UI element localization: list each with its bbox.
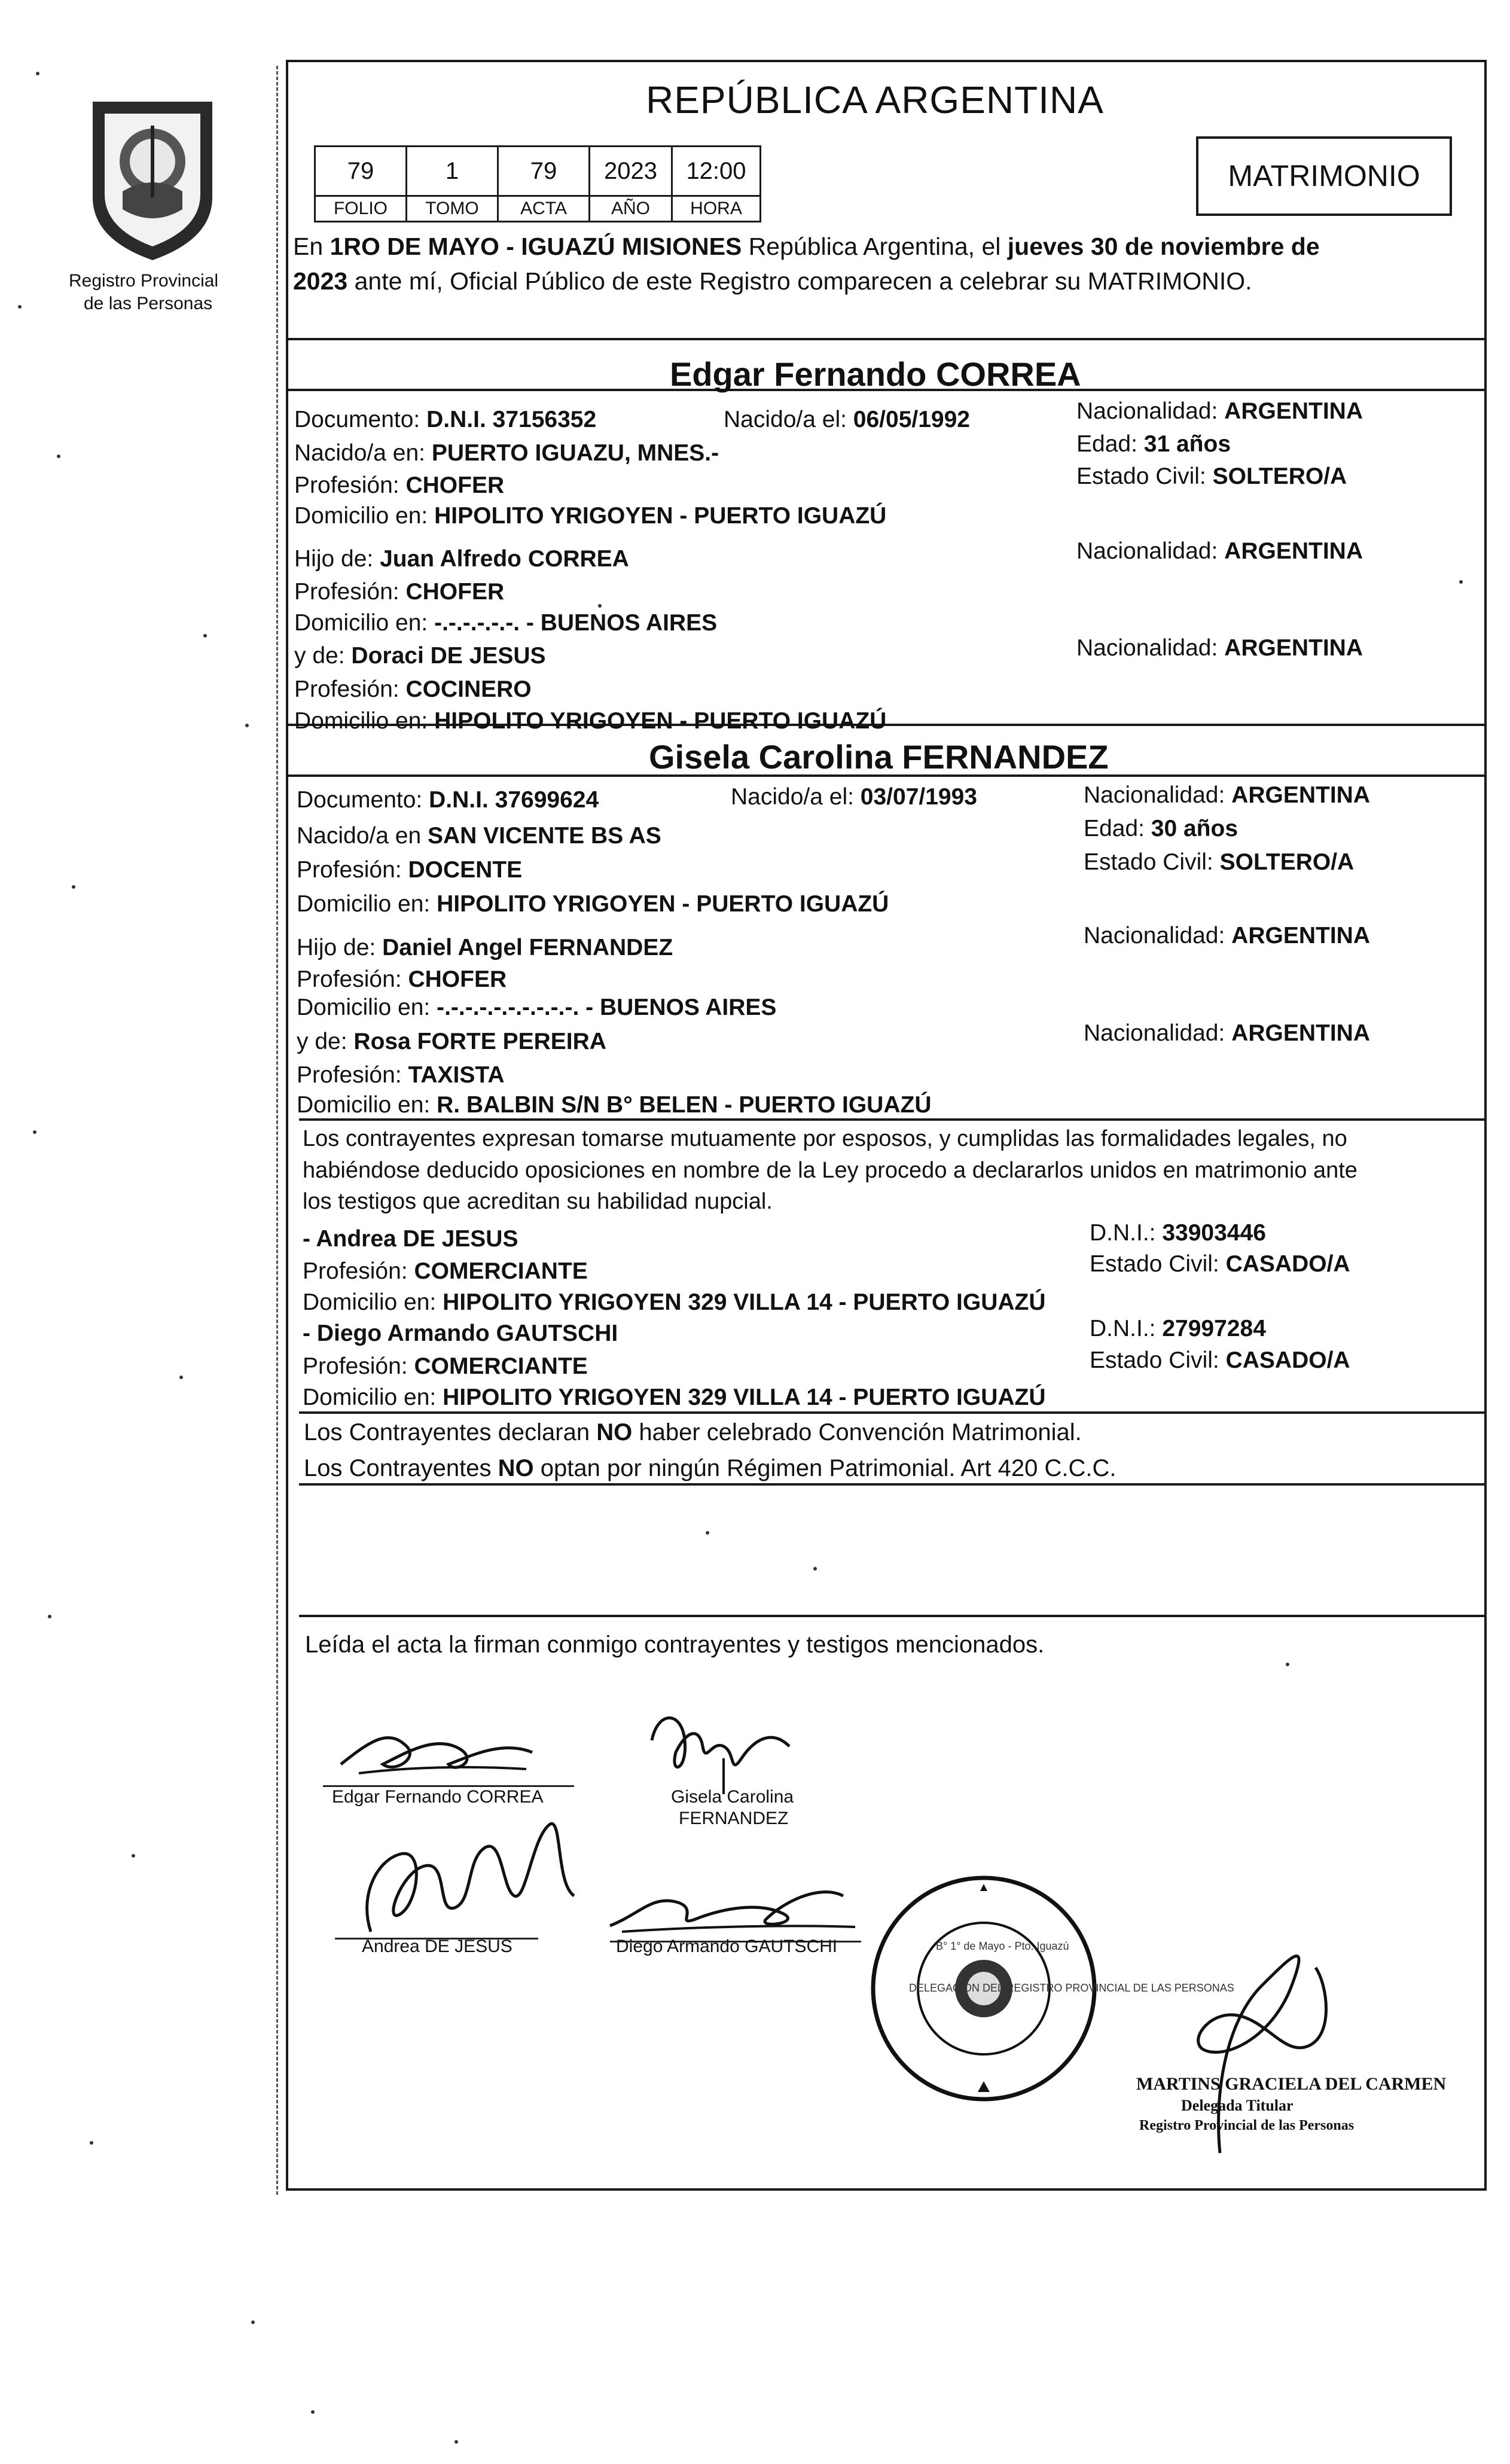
bride-dom-row <box>297 892 889 916</box>
bride-father-dom-label: Domicilio en: <box>297 995 431 1020</box>
official-signature-icon <box>1172 1914 1352 2177</box>
groom-nat: ARGENTINA <box>1224 398 1363 424</box>
bride-father-nat-row <box>1084 924 1370 947</box>
groom-bornin-label: Nacido/a en: <box>294 440 425 466</box>
bride-birth-row <box>731 785 977 809</box>
groom-bornin-row <box>294 441 719 465</box>
groom-doc-label: Documento: <box>294 407 420 432</box>
groom-age: 31 años <box>1143 431 1231 457</box>
groom-mother-dom-row <box>294 709 886 733</box>
bride-father-dom-row <box>297 996 776 1019</box>
groom-civil-label: Estado Civil: <box>1076 463 1206 489</box>
groom-father-prof-label: Profesión: <box>294 579 399 605</box>
bride-nat-row <box>1084 783 1370 807</box>
groom-mother-prof: COCINERO <box>405 676 532 702</box>
rule-closing <box>299 1615 1484 1617</box>
witness2-civil-label: Estado Civil: <box>1090 1347 1219 1373</box>
bride-prof-row <box>297 858 522 882</box>
groom-mother-label: y de: <box>294 643 345 669</box>
bride-mother-nat: ARGENTINA <box>1231 1020 1371 1046</box>
ano-value: 2023 <box>588 145 673 197</box>
rule-blank-top <box>299 1483 1484 1486</box>
groom-doc: D.N.I. 37156352 <box>426 407 597 432</box>
bride-mother-row <box>297 1030 606 1053</box>
groom-father-dom-label: Domicilio en: <box>294 610 428 636</box>
groom-prof-row <box>294 474 504 497</box>
convention-line2 <box>304 1456 1117 1480</box>
bride-mother-dom-row <box>297 1093 932 1117</box>
groom-mother-prof-row <box>294 678 532 701</box>
groom-doc-row <box>294 408 596 431</box>
groom-father-row <box>294 547 629 571</box>
groom-age-row <box>1076 432 1231 456</box>
bride-birth-label: Nacido/a el: <box>731 784 854 810</box>
groom-signature-label: Edgar Fernando CORREA <box>332 1787 544 1807</box>
intro-date-a: jueves 30 de noviembre de <box>1007 233 1320 260</box>
groom-civil: SOLTERO/A <box>1212 463 1347 489</box>
groom-father-dom-row <box>294 611 717 635</box>
groom-signature-icon <box>335 1716 550 1794</box>
witness1-signature-label: Andrea DE JESUS <box>362 1937 513 1956</box>
groom-father-prof-row <box>294 580 504 603</box>
page-title: REPÚBLICA ARGENTINA <box>646 78 1104 121</box>
bride-dom: HIPOLITO YRIGOYEN - PUERTO IGUAZÚ <box>437 891 889 917</box>
witness1-signature-icon <box>335 1812 598 1944</box>
bride-father-nat-label: Nacionalidad: <box>1084 923 1225 949</box>
seal-ring-text: DELEGACION DEL REGISTRO PROVINCIAL DE LAS PERSONAS <box>909 1982 1234 1994</box>
bride-civil-label: Estado Civil: <box>1084 849 1213 875</box>
bride-age-row <box>1084 817 1238 840</box>
seal-inner-text: B° 1° de Mayo - Pto. Iguazú <box>936 1940 1069 1952</box>
intro-line2 <box>293 269 1252 294</box>
groom-mother: Doraci DE JESUS <box>351 643 546 669</box>
witness2-dni-row <box>1090 1317 1266 1340</box>
bride-civil-row <box>1084 850 1354 874</box>
groom-father-label: Hijo de: <box>294 546 374 572</box>
intro-line1 <box>293 234 1320 259</box>
bride-dom-label: Domicilio en: <box>297 891 431 917</box>
bride-bornin: SAN VICENTE BS AS <box>427 823 661 849</box>
bride-signature-label-2: FERNANDEZ <box>679 1809 789 1828</box>
witness2-dni-label: D.N.I.: <box>1090 1316 1156 1341</box>
bride-signature-icon <box>634 1704 813 1800</box>
ano-label: AÑO <box>588 195 673 222</box>
intro-prefix: En <box>293 233 324 260</box>
bride-mother-prof: TAXISTA <box>408 1062 505 1088</box>
bride-doc: D.N.I. 37699624 <box>429 787 599 813</box>
bride-age: 30 años <box>1151 816 1238 841</box>
shield-emblem-icon <box>81 90 224 263</box>
bride-father: Daniel Angel FERNANDEZ <box>382 935 673 960</box>
witness1-dni-row <box>1090 1221 1266 1245</box>
convention-suffix1: haber celebrado Convención Matrimonial. <box>639 1419 1082 1446</box>
groom-birth-row <box>724 408 970 431</box>
bride-father-label: Hijo de: <box>297 935 376 960</box>
witness1-dni: 33903446 <box>1162 1220 1266 1246</box>
groom-mother-row <box>294 644 546 667</box>
hora-label: HORA <box>671 195 761 222</box>
witness2-dom: HIPOLITO YRIGOYEN 329 VILLA 14 - PUERTO IGUAZÚ <box>443 1385 1046 1410</box>
logo-caption-line1: Registro Provincial <box>69 271 219 291</box>
groom-dom-label: Domicilio en: <box>294 503 428 529</box>
acta-value: 79 <box>497 145 590 197</box>
witness2-name: - Diego Armando GAUTSCHI <box>303 1321 618 1346</box>
official-name: MARTINS GRACIELA DEL CARMEN <box>1136 2074 1447 2094</box>
official-org: Registro Provincial de las Personas <box>1139 2118 1355 2133</box>
witness2-civil: CASADO/A <box>1225 1347 1350 1373</box>
groom-prof-label: Profesión: <box>294 472 399 498</box>
bride-birth: 03/07/1993 <box>860 784 977 810</box>
bride-mother-nat-row <box>1084 1021 1370 1045</box>
bride-mother-label: y de: <box>297 1029 347 1054</box>
witness1-dni-label: D.N.I.: <box>1090 1220 1156 1246</box>
record-type-box: MATRIMONIO <box>1196 136 1452 216</box>
witness1-prof: COMERCIANTE <box>414 1258 588 1284</box>
bride-doc-label: Documento: <box>297 787 423 813</box>
witness1-prof-row <box>303 1260 588 1283</box>
convention-prefix1: Los Contrayentes declaran <box>304 1419 590 1446</box>
bride-father-prof-row <box>297 968 507 991</box>
bride-father-dom: -.-.-.-.-.-.-.-.-.-. - BUENOS AIRES <box>437 995 777 1020</box>
logo-caption-line2: de las Personas <box>84 294 213 313</box>
witness2-dni: 27997284 <box>1162 1316 1266 1341</box>
acta-label: ACTA <box>497 195 590 222</box>
bride-prof: DOCENTE <box>408 857 523 883</box>
bride-prof-label: Profesión: <box>297 857 402 883</box>
groom-birth: 06/05/1992 <box>853 407 970 432</box>
tomo-label: TOMO <box>405 195 499 222</box>
intro-place: 1RO DE MAYO - IGUAZÚ MISIONES <box>330 233 742 260</box>
closing-text: Leída el acta la firman conmigo contrayentes y testigos mencionados. <box>305 1632 1045 1658</box>
witness2-prof-row <box>303 1355 588 1378</box>
groom-civil-row <box>1076 465 1347 488</box>
bride-doc-row <box>297 788 599 812</box>
rule-convention <box>299 1411 1484 1414</box>
bride-age-label: Edad: <box>1084 816 1145 841</box>
registry-logo <box>81 90 224 263</box>
bride-mother-dom: R. BALBIN S/N B° BELEN - PUERTO IGUAZÚ <box>437 1092 932 1118</box>
groom-dom: HIPOLITO YRIGOYEN - PUERTO IGUAZÚ <box>434 503 887 529</box>
groom-nat-label: Nacionalidad: <box>1076 398 1218 424</box>
folio-label: FOLIO <box>314 195 407 222</box>
witness2-prof: COMERCIANTE <box>414 1353 588 1379</box>
convention-bold1: NO <box>596 1419 633 1446</box>
witness1-civil-label: Estado Civil: <box>1090 1251 1219 1277</box>
bride-nat: ARGENTINA <box>1231 782 1371 808</box>
rule-header <box>286 338 1484 340</box>
groom-age-label: Edad: <box>1076 431 1137 457</box>
witness1-dom: HIPOLITO YRIGOYEN 329 VILLA 14 - PUERTO IGUAZÚ <box>443 1289 1046 1315</box>
witness2-civil-row <box>1090 1349 1350 1372</box>
witness2-signature-icon <box>604 1860 867 1944</box>
witness2-dom-label: Domicilio en: <box>303 1385 437 1410</box>
witness2-signature-label: Diego Armando GAUTSCHI <box>616 1937 838 1956</box>
bride-bornin-row <box>297 824 661 847</box>
bride-signature-label-1: Gisela Carolina <box>671 1787 794 1807</box>
convention-bold2: NO <box>498 1455 534 1481</box>
groom-father-nat-label: Nacionalidad: <box>1076 538 1218 564</box>
groom-dom-row <box>294 504 886 527</box>
bride-mother-nat-label: Nacionalidad: <box>1084 1020 1225 1046</box>
convention-suffix2: optan por ningún Régimen Patrimonial. Art 420 C.C.C. <box>540 1455 1117 1481</box>
bride-name: Gisela Carolina FERNANDEZ <box>649 738 1109 776</box>
official-title: Delegada Titular <box>1181 2097 1294 2114</box>
bride-mother: Rosa FORTE PEREIRA <box>353 1029 606 1054</box>
witness1-prof-label: Profesión: <box>303 1258 408 1284</box>
witness1-civil: CASADO/A <box>1225 1251 1350 1277</box>
witness1-name: - Andrea DE JESUS <box>303 1226 518 1252</box>
groom-father: Juan Alfredo CORREA <box>380 546 629 572</box>
tomo-value: 1 <box>405 145 499 197</box>
declaration-line3: los testigos que acreditan su habilidad nupcial. <box>303 1189 773 1214</box>
witness2-prof-label: Profesión: <box>303 1353 408 1379</box>
groom-father-prof: CHOFER <box>405 579 505 605</box>
groom-name: Edgar Fernando CORREA <box>670 355 1081 393</box>
groom-mother-nat: ARGENTINA <box>1224 635 1363 661</box>
groom-bornin: PUERTO IGUAZU, MNES.- <box>431 440 719 466</box>
groom-nat-row <box>1076 400 1363 423</box>
bride-nat-label: Nacionalidad: <box>1084 782 1225 808</box>
bride-civil: SOLTERO/A <box>1219 849 1355 875</box>
groom-birth-label: Nacido/a el: <box>724 407 847 432</box>
witness1-dom-label: Domicilio en: <box>303 1289 437 1315</box>
intro-date-b: 2023 <box>293 267 348 295</box>
convention-line1 <box>304 1420 1082 1444</box>
rule-declaration <box>299 1118 1484 1121</box>
convention-prefix2: Los Contrayentes <box>304 1455 492 1481</box>
groom-mother-dom: HIPOLITO YRIGOYEN - PUERTO IGUAZÚ <box>434 708 887 734</box>
groom-father-nat-row <box>1076 539 1363 563</box>
intro-suffix: ante mí, Oficial Público de este Registro comparecen a celebrar su MATRIMONIO. <box>354 267 1252 295</box>
groom-father-nat: ARGENTINA <box>1224 538 1363 564</box>
groom-father-dom: -.-.-.-.-.-. - BUENOS AIRES <box>434 610 718 636</box>
bride-father-prof-label: Profesión: <box>297 966 402 992</box>
witness1-civil-row <box>1090 1252 1350 1276</box>
bride-mother-prof-row <box>297 1063 505 1087</box>
left-margin-line <box>276 66 278 2195</box>
bride-father-nat: ARGENTINA <box>1231 923 1371 949</box>
declaration-line1: Los contrayentes expresan tomarse mutuamente por esposos, y cumplidas las formalidades legales, no <box>303 1126 1347 1151</box>
groom-mother-nat-label: Nacionalidad: <box>1076 635 1218 661</box>
witness2-dom-row <box>303 1386 1046 1409</box>
groom-mother-dom-label: Domicilio en: <box>294 708 428 734</box>
bride-father-prof: CHOFER <box>408 966 507 992</box>
hora-value: 12:00 <box>671 145 761 197</box>
folio-value: 79 <box>314 145 407 197</box>
bride-bornin-label: Nacido/a en <box>297 823 422 849</box>
groom-mother-nat-row <box>1076 636 1363 660</box>
intro-mid: República Argentina, el <box>748 233 1001 260</box>
bride-father-row <box>297 936 673 959</box>
groom-mother-prof-label: Profesión: <box>294 676 399 702</box>
groom-prof: CHOFER <box>405 472 505 498</box>
witness1-dom-row <box>303 1291 1046 1314</box>
declaration-line2: habiéndose deducido oposiciones en nombre de la Ley procedo a declararlos unidos en matrimonio ante <box>303 1158 1358 1183</box>
bride-mother-dom-label: Domicilio en: <box>297 1092 431 1118</box>
bride-mother-prof-label: Profesión: <box>297 1062 402 1088</box>
